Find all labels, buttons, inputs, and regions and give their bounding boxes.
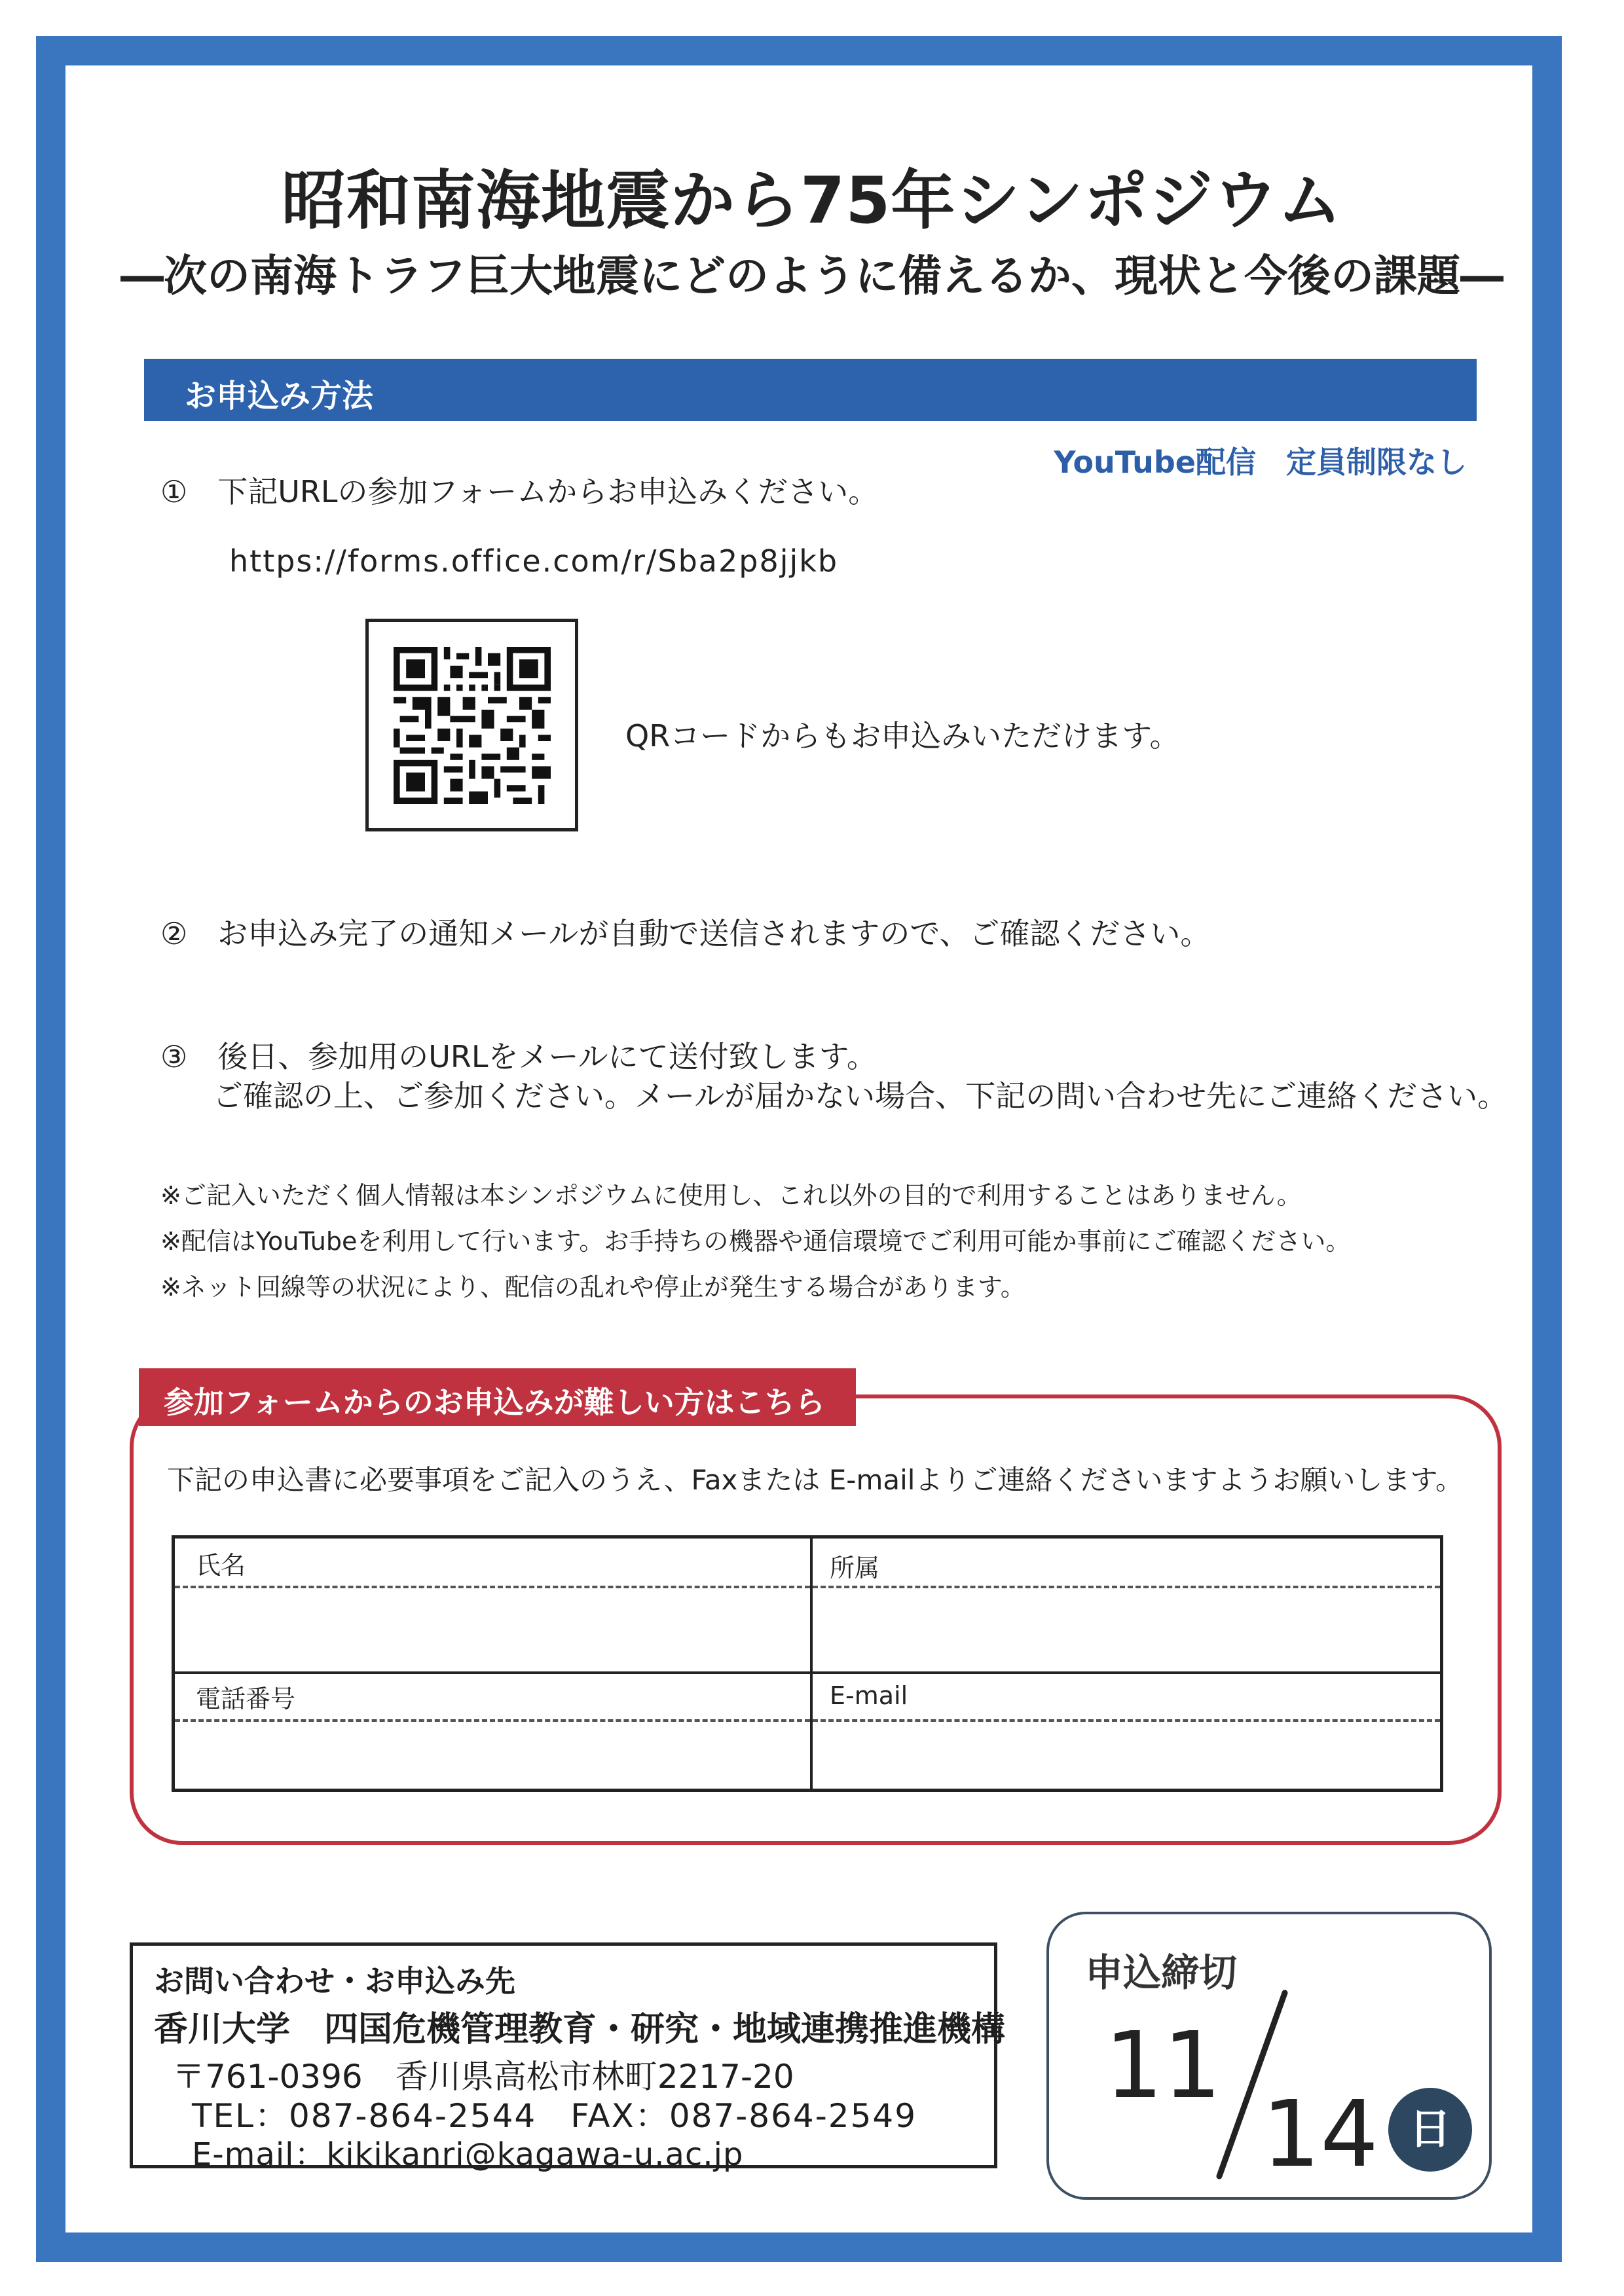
name-field[interactable] xyxy=(181,1592,803,1667)
qr-caption: QRコードからもお申込みいただけます。 xyxy=(625,718,1180,754)
registration-url[interactable]: https://forms.office.com/r/Sba2p8jjkb xyxy=(229,543,839,579)
table-dashed-line-top xyxy=(175,1586,1440,1588)
phone-field[interactable] xyxy=(181,1726,803,1788)
step-3-line-2: ご確認の上、ご参加ください。メールが届かない場合、下記の問い合わせ先にご連絡ください。 xyxy=(213,1078,1508,1114)
step-1: ① 下記URLの参加フォームからお申込みください。 xyxy=(160,474,879,509)
email-field[interactable] xyxy=(820,1726,1439,1788)
contact-tel-fax: TEL：087-864-2544 FAX：087-864-2549 xyxy=(192,2097,917,2135)
alt-form-header-tab xyxy=(139,1368,856,1426)
contact-heading: お問い合わせ・お申込み先 xyxy=(154,1963,515,1999)
delivery-note: YouTube配信 定員制限なし xyxy=(1054,445,1467,480)
section-header-bar xyxy=(144,359,1477,421)
deadline-month: 11 xyxy=(1105,2013,1222,2119)
field-label-name: 氏名 xyxy=(196,1551,246,1580)
page-subtitle: ―次の南海トラフ巨大地震にどのように備えるか、現状と今後の課題― xyxy=(120,251,1504,301)
table-divider-horizontal xyxy=(175,1671,1440,1674)
contact-email[interactable]: E-mail：kikikanri@kagawa-u.ac.jp xyxy=(192,2136,744,2173)
deadline-box xyxy=(1046,1912,1492,2200)
table-dashed-line-bottom xyxy=(175,1719,1440,1722)
application-form-table xyxy=(172,1535,1443,1792)
affiliation-field[interactable] xyxy=(820,1592,1439,1667)
qr-code[interactable] xyxy=(365,619,578,831)
contact-box xyxy=(130,1942,1006,2173)
alt-form-intro: 下記の申込書に必要事項をご記入のうえ、Faxまたは E-mailよりご連絡くださいますようお願いします。 xyxy=(167,1464,1464,1496)
table-divider-vertical xyxy=(810,1539,813,1789)
deadline-day: 14 xyxy=(1262,2081,1379,2188)
note-privacy: ※ご記入いただく個人情報は本シンポジウムに使用し、これ以外の目的で利用することはありません。 xyxy=(160,1181,1302,1210)
alt-form-header-label: 参加フォームからのお申込みが難しい方はこちら xyxy=(164,1385,825,1420)
section-header-label: お申込み方法 xyxy=(185,378,374,414)
contact-organization: 香川大学 四国危機管理教育・研究・地域連携推進機構 xyxy=(154,2010,1006,2049)
step-2: ② お申込み完了の通知メールが自動で送信されますので、ご確認ください。 xyxy=(160,916,1211,951)
note-network: ※ネット回線等の状況により、配信の乱れや停止が発生する場合があります。 xyxy=(160,1273,1025,1302)
qr-code-icon xyxy=(394,647,551,804)
note-youtube: ※配信はYouTubeを利用して行います。お手持ちの機器や通信環境でご利用可能か事前にご確認ください。 xyxy=(160,1227,1351,1256)
field-label-phone: 電話番号 xyxy=(196,1685,296,1713)
page-title: 昭和南海地震から75年シンポジウム xyxy=(282,164,1342,238)
field-label-email: E-mail xyxy=(830,1681,908,1710)
deadline-label: 申込締切 xyxy=(1085,1950,1238,1995)
field-label-affiliation: 所属 xyxy=(830,1554,880,1582)
deadline-weekday-badge: 日 xyxy=(1388,2088,1472,2172)
contact-address: 〒761-0396 香川県高松市林町2217-20 xyxy=(172,2058,794,2096)
step-3-line-1: ③ 後日、参加用のURLをメールにて送付致します。 xyxy=(160,1039,877,1074)
